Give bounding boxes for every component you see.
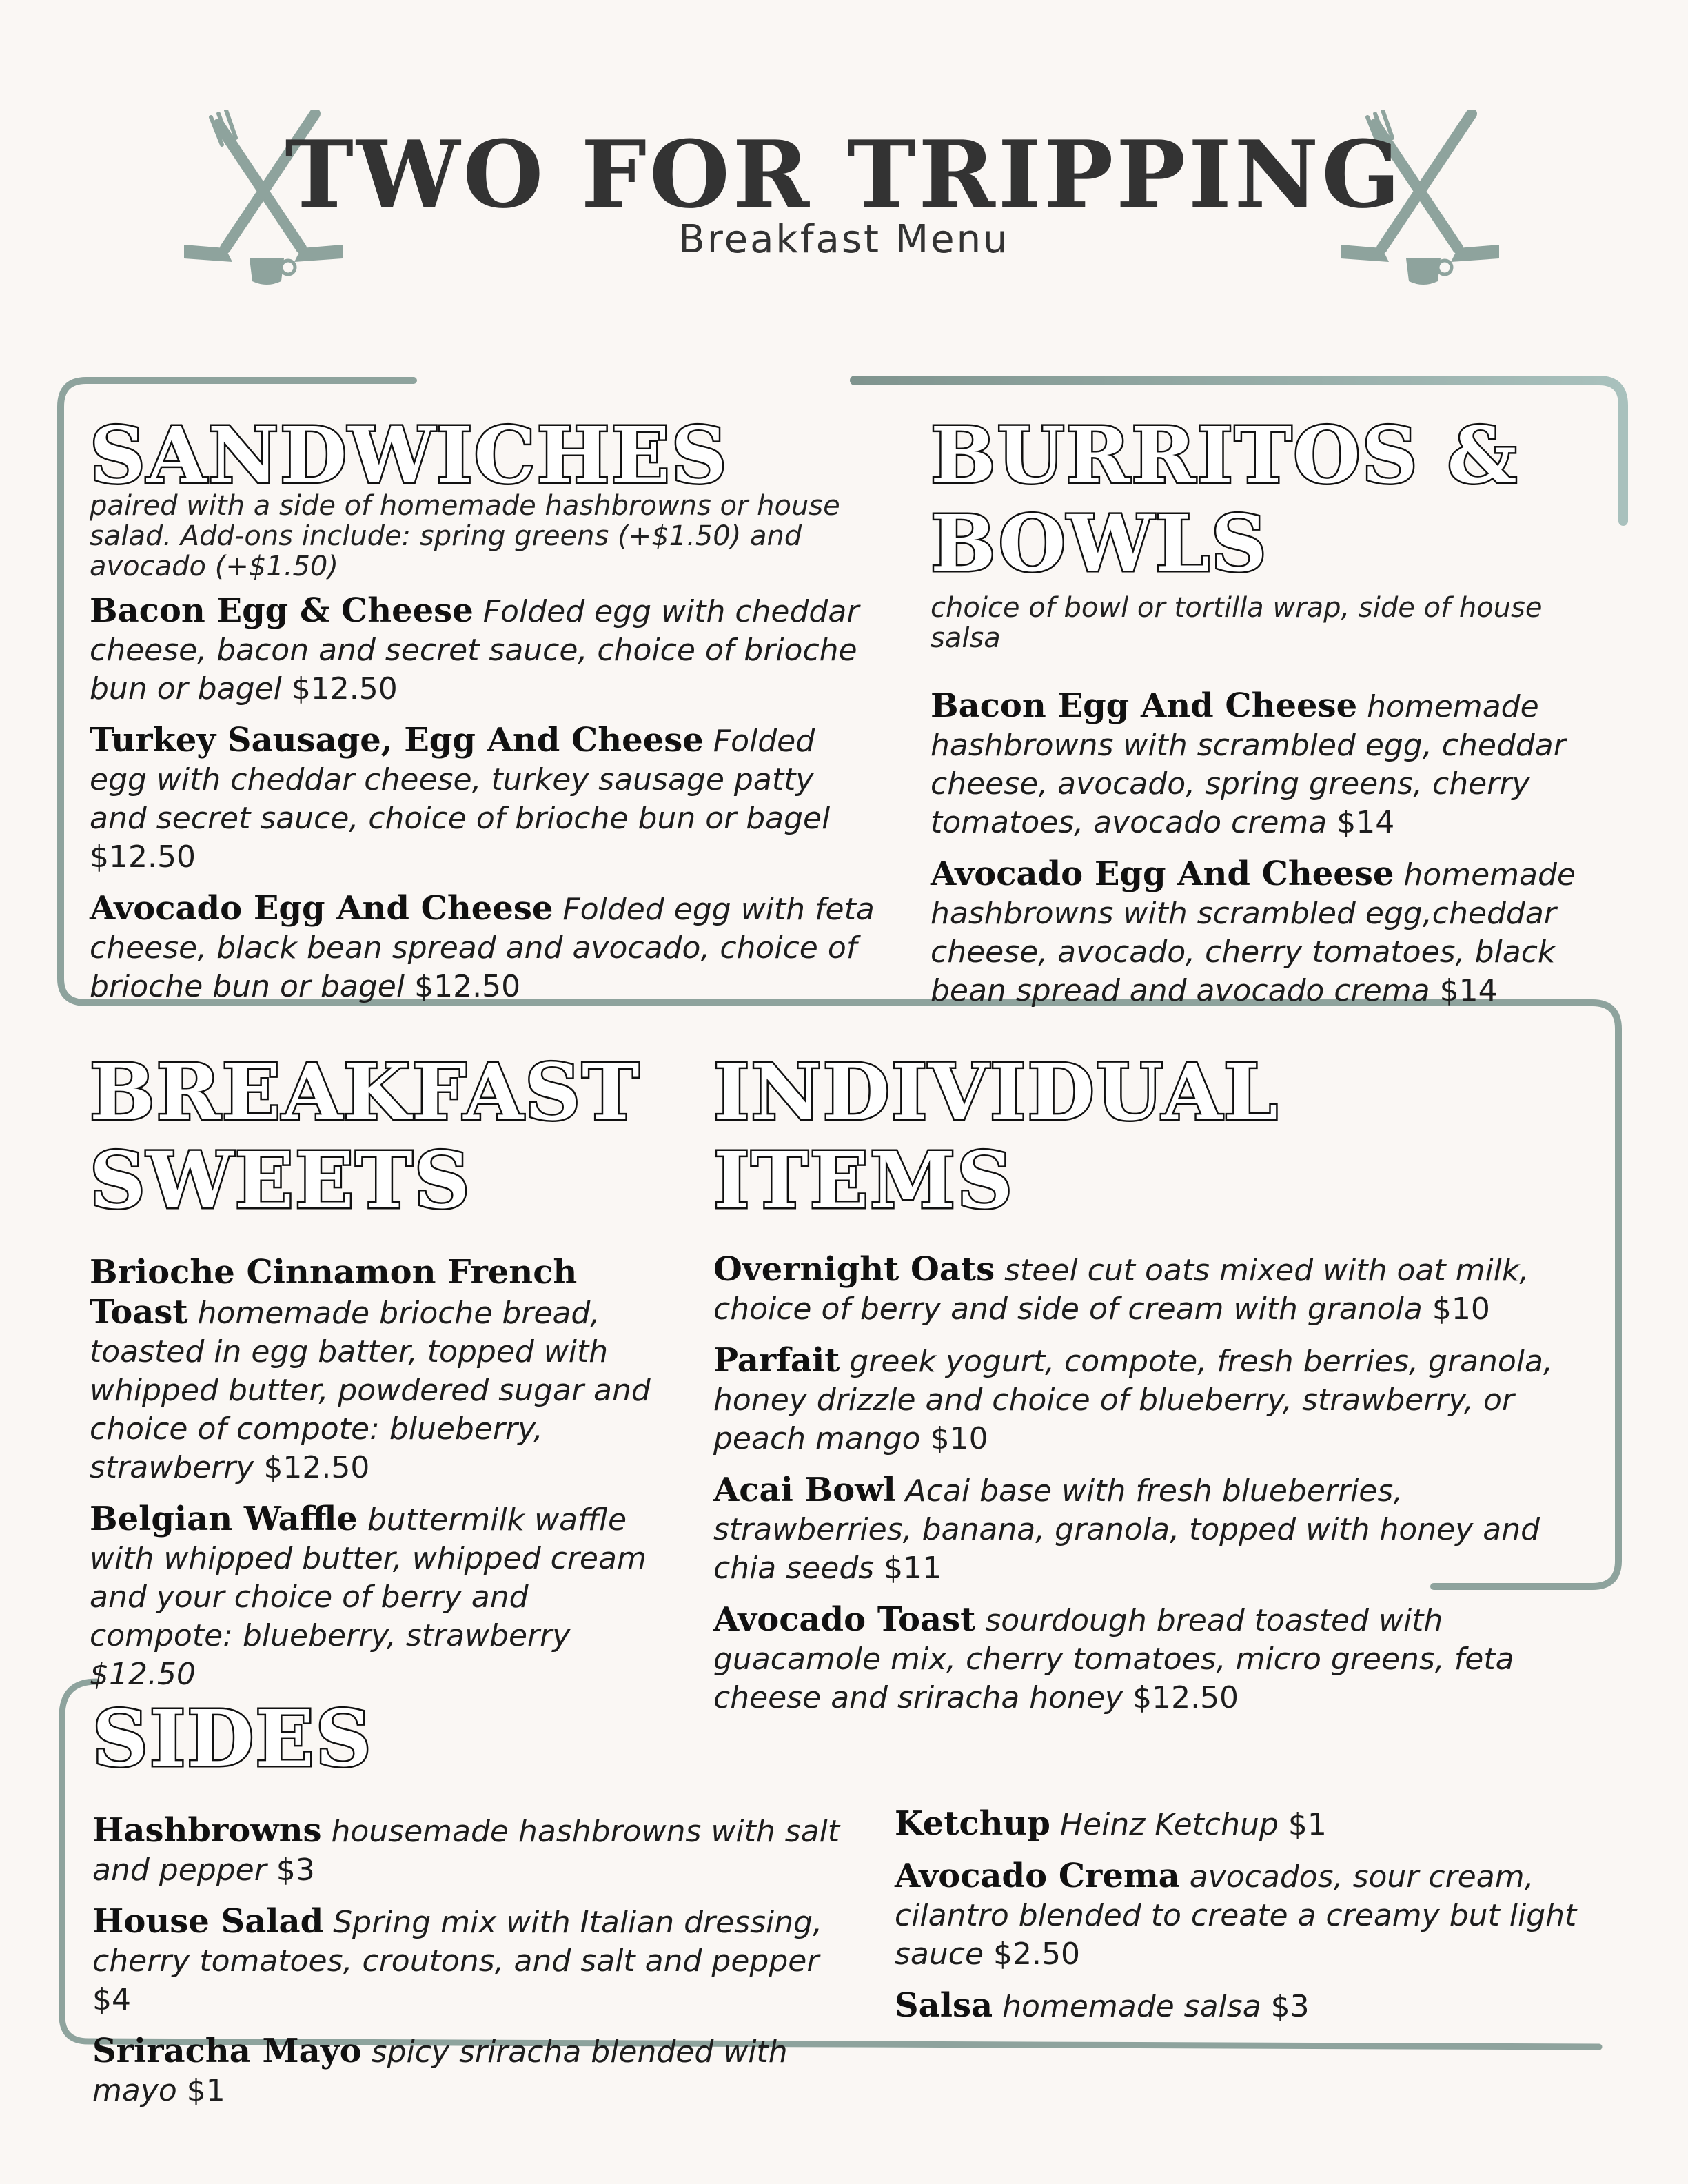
item-name: Salsa: [895, 1986, 993, 2025]
item-desc: housemade hashbrowns with salt and pepper: [92, 1814, 840, 1888]
item-price: $1: [1288, 1807, 1327, 1842]
item-desc: Acai base with fresh blueberries, strawberries, banana, granola, topped with honey and chia seeds: [713, 1473, 1540, 1586]
menu-item: [92, 1902, 851, 2019]
menu-item: [895, 1986, 1591, 2026]
sandwiches-section: [90, 412, 875, 1019]
section-title-sweets-1: BREAKFAST: [90, 1048, 641, 1138]
section-title-sandwiches: SANDWICHES: [90, 411, 729, 501]
item-name: Overnight Oats: [713, 1250, 995, 1289]
item-price: $10: [930, 1421, 988, 1456]
menu-item: [895, 1804, 1591, 1844]
item-desc: Folded egg with cheddar cheese, bacon and secret sauce, choice of brioche bun or bagel: [90, 594, 860, 706]
section-title-burritos-2: BOWLS: [931, 499, 1268, 589]
individual-section: [713, 1049, 1589, 1730]
menu-item: [931, 686, 1606, 842]
item-name: Parfait: [713, 1341, 840, 1380]
menu-item: [713, 1341, 1589, 1458]
item-name: Avocado Egg And Cheese: [931, 855, 1394, 893]
item-name: Ketchup: [895, 1804, 1050, 1843]
item-price: $11: [884, 1551, 942, 1586]
item-name: Bacon Egg & Cheese: [90, 591, 474, 630]
menu-item: [90, 1253, 669, 1487]
item-desc: steel cut oats mixed with oat milk, choice of berry and side of cream with granola: [713, 1253, 1529, 1327]
item-name: Turkey Sausage, Egg And Cheese: [90, 721, 704, 759]
item-name: Avocado Toast: [713, 1600, 976, 1639]
burritos-note: choice of bowl or tortilla wrap, side of house salsa: [931, 592, 1543, 654]
menu-item: [895, 1857, 1591, 1974]
sandwiches-note: paired with a side of homemade hashbrowns or house salad. Add-ons include: spring greens (+$1.50) and avocado (+$1.50): [90, 490, 840, 582]
sweets-section: [90, 1049, 669, 1706]
burritos-section: [931, 412, 1606, 1023]
menu-item: [90, 721, 875, 877]
item-name: Belgian Waffle: [90, 1500, 358, 1538]
section-title-burritos-1: BURRITOS &: [931, 411, 1518, 501]
page-title: TWO FOR TRIPPING: [285, 120, 1403, 229]
item-desc: Heinz Ketchup: [1059, 1807, 1279, 1842]
menu-item: [713, 1250, 1589, 1329]
item-name: Acai Bowl: [713, 1471, 896, 1509]
menu-item: [713, 1471, 1589, 1588]
item-desc: sourdough bread toasted with guacamole mix, cherry tomatoes, micro greens, feta cheese and sriracha honey: [713, 1603, 1514, 1715]
item-price: $10: [1432, 1292, 1490, 1327]
item-price: $12.50: [263, 1450, 370, 1485]
item-price: $2.50: [993, 1937, 1081, 1972]
item-desc: spicy sriracha blended with mayo: [92, 2034, 788, 2108]
item-name: Sriracha Mayo: [92, 2032, 362, 2070]
item-price: $4: [92, 1982, 131, 2017]
item-price: $12.50: [1132, 1680, 1239, 1715]
item-desc: homemade hashbrowns with scrambled egg, cheddar cheese, avocado, spring greens, cherry tomatoes, avocado crema: [931, 689, 1566, 840]
item-name: Avocado Crema: [895, 1857, 1180, 1895]
item-desc: buttermilk waffle with whipped butter, whipped cream and your choice of berry and compote: blueberry, strawberry $12.50: [90, 1502, 647, 1692]
item-desc: homemade salsa: [1002, 1989, 1261, 2024]
sides-section: [92, 1695, 851, 2123]
item-name: Brioche Cinnamon French Toast: [90, 1253, 578, 1331]
item-price: $12.50: [291, 671, 398, 706]
item-desc: Spring mix with Italian dressing, cherry tomatoes, croutons, and salt and pepper: [92, 1905, 823, 1979]
menu-item: [92, 1811, 851, 1890]
item-desc: Folded egg with cheddar cheese, turkey sausage patty and secret sauce, choice of brioche bun or bagel: [90, 724, 831, 836]
item-desc: avocados, sour cream, cilantro blended to create a creamy but light sauce: [895, 1859, 1577, 1972]
item-desc: homemade brioche bread, toasted in egg batter, topped with whipped butter, powdered sugar and choice of compote: blueberry, strawberry: [90, 1296, 651, 1485]
item-price: $1: [186, 2073, 225, 2108]
section-title-individual: INDIVIDUAL ITEMS: [713, 1048, 1279, 1226]
section-title-sides: SIDES: [92, 1694, 373, 1784]
menu-item: [90, 591, 875, 708]
section-title-sweets-2: SWEETS: [90, 1136, 471, 1226]
item-name: Bacon Egg And Cheese: [931, 686, 1358, 725]
item-price: $3: [276, 1853, 315, 1888]
item-desc: homemade hashbrowns with scrambled egg,cheddar cheese, avocado, cherry tomatoes, black bean spread and avocado crema: [931, 857, 1576, 1008]
item-price: $12.50: [414, 969, 521, 1004]
item-name: Avocado Egg And Cheese: [90, 889, 553, 928]
page-subtitle: Breakfast Menu: [678, 217, 1010, 262]
menu-item: [931, 855, 1606, 1010]
item-price: $3: [1270, 1989, 1310, 2024]
item-name: Hashbrowns: [92, 1811, 322, 1850]
item-desc: Folded egg with feta cheese, black bean spread and avocado, choice of brioche bun or bagel: [90, 892, 875, 1004]
item-price: $12.50: [90, 839, 196, 875]
sides-right-column: [895, 1804, 1591, 2039]
item-price: $14: [1336, 805, 1395, 840]
menu-item: [92, 2032, 851, 2110]
item-name: House Salad: [92, 1902, 324, 1941]
item-price: $14: [1439, 973, 1498, 1008]
sandwiches-list: [90, 591, 875, 1006]
menu-item: [90, 889, 875, 1006]
item-desc: greek yogurt, compote, fresh berries, granola, honey drizzle and choice of blueberry, strawberry, or peach mango: [713, 1344, 1553, 1456]
menu-item: [90, 1500, 669, 1694]
